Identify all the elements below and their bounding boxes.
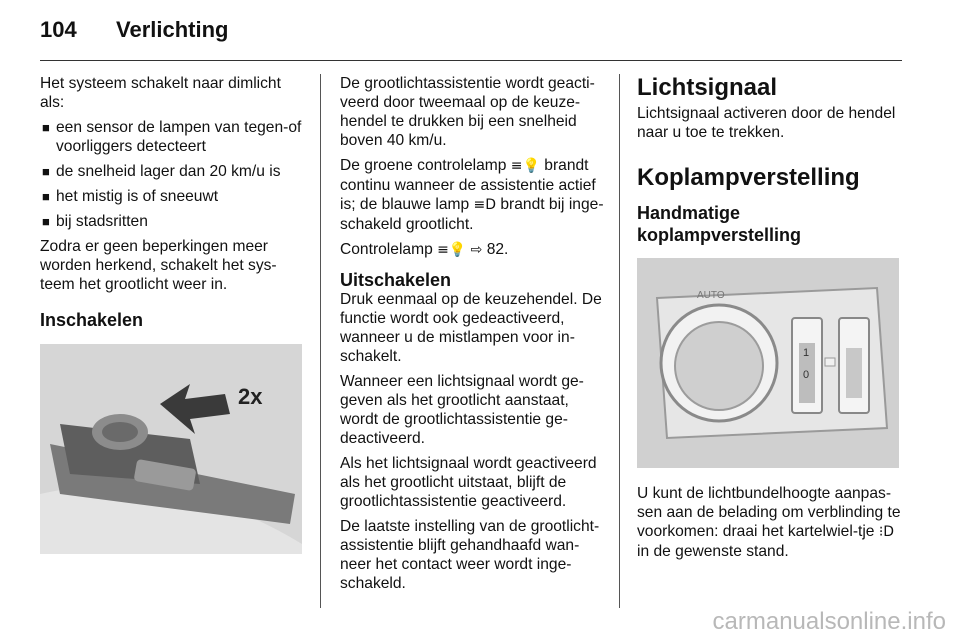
list-item: ■ de snelheid lager dan 20 km/u is xyxy=(42,163,281,180)
figure-auto-label: AUTO xyxy=(697,290,725,301)
bullet-icon: ■ xyxy=(42,120,50,135)
bullet-icon: ■ xyxy=(42,189,50,204)
reference-text: Controlelamp ≡💡 ⇨ 82. xyxy=(340,241,509,258)
lamp-text: De groene controlelamp ≡💡 brandt continu wanneer de assistentie actief is; de blauwe lamp ≡D brandt bij inge-schakeld grootlicht. xyxy=(340,157,604,233)
leveling-text: U kunt de lichtbundelhoogte aanpas-sen aan de belading om verblinding te voorkomen: draai het kartelwiel-tje ⁝D in de gewenste stand. xyxy=(637,485,901,560)
page-number: 104 xyxy=(40,17,77,42)
retain-text: De laatste instelling van de grootlicht-assistentie blijft gehandhaafd wan-neer het contact weer wordt inge-schakeld. xyxy=(340,518,600,592)
bullet-icon: ■ xyxy=(42,164,50,179)
activation-text: De grootlichtassistentie wordt geacti-veerd door tweemaal op de keuze-hendel te drukken bij een snelheid boven 40 km/u. xyxy=(340,75,595,149)
bullet-icon: ■ xyxy=(42,214,50,229)
level-wheel-icon: ⁝D xyxy=(878,524,895,540)
column-divider xyxy=(320,74,321,608)
section-heading-inschakelen: Inschakelen xyxy=(40,310,144,330)
condition-list xyxy=(40,118,302,231)
lever-image xyxy=(40,344,302,554)
chapter-title: Verlichting xyxy=(116,17,229,42)
figure-0-label: 0 xyxy=(803,369,810,381)
list-item: ■ bij stadsritten xyxy=(42,213,148,230)
title-koplampverstelling: Koplampverstelling xyxy=(637,164,860,191)
signal-text: Wanneer een lichtsignaal wordt ge-geven als het grootlicht aanstaat, wordt de grootlichtassistentie ge-deactiveerd. xyxy=(340,373,584,447)
section-heading-uitschakelen: Uitschakelen xyxy=(340,270,452,290)
arrow-ref-icon: ⇨ xyxy=(470,242,483,258)
header-rule xyxy=(40,60,902,61)
column-middle xyxy=(340,74,605,599)
column-right xyxy=(637,74,905,567)
signal-off-text: Als het lichtsignaal wordt geactiveerd als het grootlicht uitstaat, blijft de grootlichtassistentie geactiveerd. xyxy=(340,455,597,510)
column-left xyxy=(40,74,302,554)
page-header xyxy=(0,0,960,60)
assist-lamp-icon: ≡💡 xyxy=(437,242,467,258)
list-item: ■ een sensor de lampen van tegen-of voorliggers detecteert xyxy=(42,119,302,155)
highbeam-icon: ≡D xyxy=(473,197,497,213)
title-lichtsignaal: Lichtsignaal xyxy=(637,74,778,101)
lichtsignaal-text: Lichtsignaal activeren door de hendel naar u toe te trekken. xyxy=(637,105,896,141)
subheading-handmatige: Handmatige koplampverstelling xyxy=(637,203,802,245)
switch-image xyxy=(637,258,899,468)
list-item: ■ het mistig is of sneeuwt xyxy=(42,188,219,205)
figure-1-label: 1 xyxy=(803,347,810,359)
lever-illustration xyxy=(40,344,302,554)
column-divider xyxy=(619,74,620,608)
switch-illustration xyxy=(637,258,899,468)
assist-lamp-icon: ≡💡 xyxy=(510,158,540,174)
figure-label: 2x xyxy=(238,384,263,409)
intro-text: Het systeem schakelt naar dimlicht als: xyxy=(40,75,281,111)
after-text: Zodra er geen beperkingen meer worden herkend, schakelt het sys-teem het grootlicht weer in. xyxy=(40,238,277,293)
deactivate-text: Druk eenmaal op de keuzehendel. De functie wordt ook gedeactiveerd, wanneer u de mistlampen voor in-schakelt. xyxy=(340,291,602,365)
watermark: carmanualsonline.info xyxy=(712,608,946,635)
